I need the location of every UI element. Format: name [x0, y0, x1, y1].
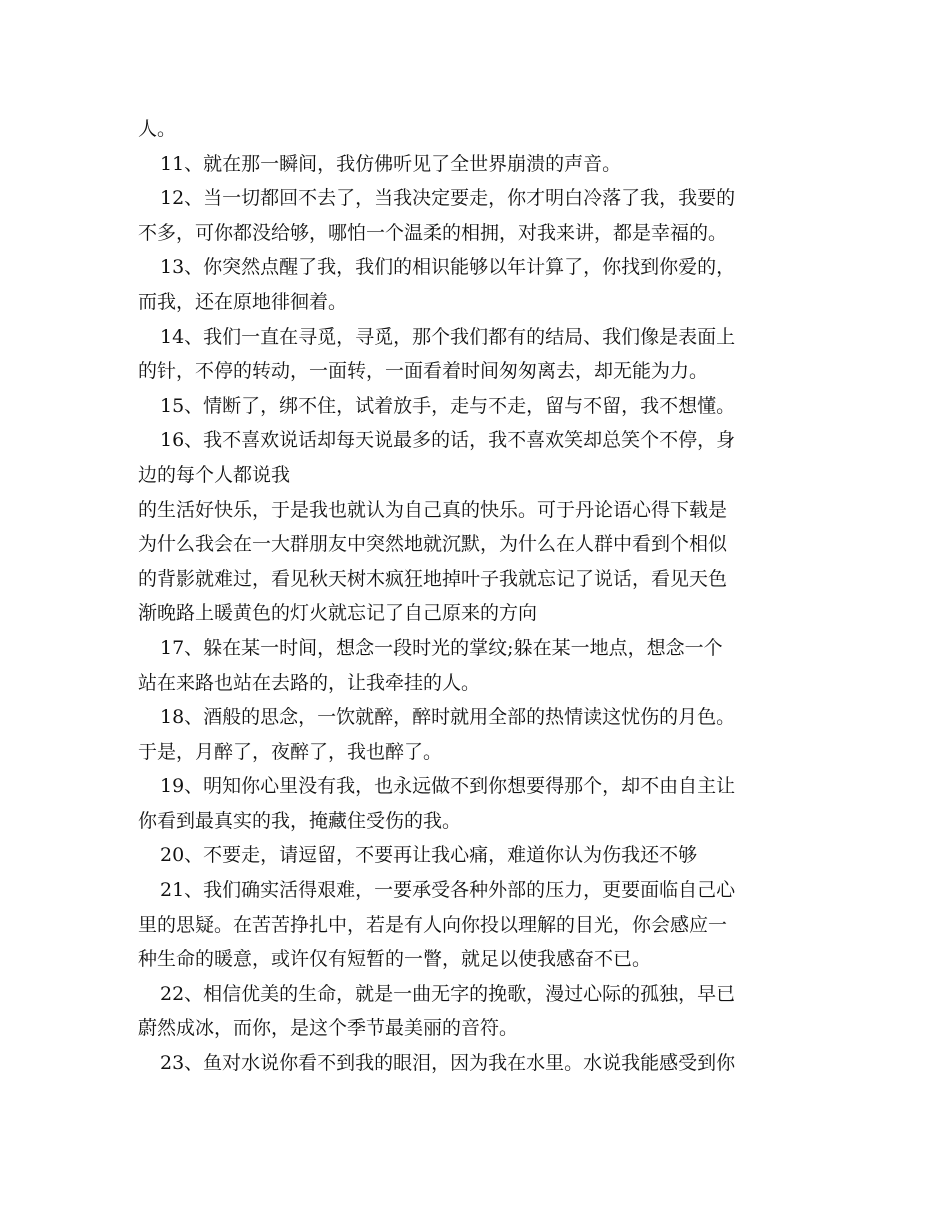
text-line: 22、相信优美的生命，就是一曲无字的挽歌，漫过心际的孤独，早已	[160, 982, 736, 1005]
text-line: 18、酒般的思念，一饮就醉，醉时就用全部的热情读这忧伤的月色。	[160, 706, 736, 729]
text-line: 渐晚路上暖黄色的灯火就忘记了自己原来的方向	[138, 602, 538, 625]
text-line: 边的每个人都说我	[138, 463, 291, 486]
text-line: 的针，不停的转动，一面转，一面看着时间匆匆离去，却无能为力。	[138, 360, 709, 383]
text-line: 种生命的暖意，或许仅有短暂的一瞥，就足以使我感奋不已。	[138, 948, 652, 971]
text-line: 的生活好快乐，于是我也就认为自己真的快乐。可于丹论语心得下载是	[138, 498, 728, 521]
text-line: 12、当一切都回不去了，当我决定要走，你才明白冷落了我，我要的	[160, 187, 736, 210]
text-line: 里的思疑。在苦苦挣扎中，若是有人向你投以理解的目光，你会感应一	[138, 913, 728, 936]
text-line: 站在来路也站在去路的，让我牵挂的人。	[138, 671, 481, 694]
text-line: 16、我不喜欢说话却每天说最多的话，我不喜欢笑却总笑个不停，身	[160, 429, 736, 452]
text-line: 19、明知你心里没有我，也永远做不到你想要得那个，却不由自主让	[160, 775, 736, 798]
text-line: 13、你突然点醒了我，我们的相识能够以年计算了，你找到你爱的，	[160, 256, 736, 279]
text-line: 的背影就难过，看见秋天树木疯狂地掉叶子我就忘记了说话，看见天色	[138, 567, 728, 590]
text-line: 而我，还在原地徘徊着。	[138, 290, 348, 313]
text-line: 于是，月醉了，夜醉了，我也醉了。	[138, 740, 443, 763]
text-line: 为什么我会在一大群朋友中突然地就沉默，为什么在人群中看到个相似	[138, 533, 728, 556]
text-line: 20、不要走，请逗留，不要再让我心痛，难道你认为伤我还不够	[160, 844, 698, 867]
text-line: 人。	[138, 118, 177, 140]
text-line: 14、我们一直在寻觅，寻觅，那个我们都有的结局、我们像是表面上	[160, 325, 736, 348]
text-line: 15、情断了，绑不住，试着放手，走与不走，留与不留，我不想懂。	[160, 394, 736, 417]
text-line: 不多，可你都没给够，哪怕一个温柔的相拥，对我来讲，都是幸福的。	[138, 221, 728, 244]
text-line: 蔚然成冰，而你，是这个季节最美丽的音符。	[138, 1017, 519, 1040]
text-line: 17、躲在某一时间，想念一段时光的掌纹;躲在某一地点，想念一个	[160, 636, 723, 659]
text-line: 你看到最真实的我，掩藏住受伤的我。	[138, 809, 462, 832]
text-line: 11、就在那一瞬间，我仿佛听见了全世界崩溃的声音。	[160, 152, 622, 175]
text-line: 23、鱼对水说你看不到我的眼泪，因为我在水里。水说我能感受到你	[160, 1052, 736, 1075]
document-body	[138, 112, 818, 1081]
text-line: 21、我们确实活得艰难，一要承受各种外部的压力，更要面临自己心	[160, 879, 736, 902]
